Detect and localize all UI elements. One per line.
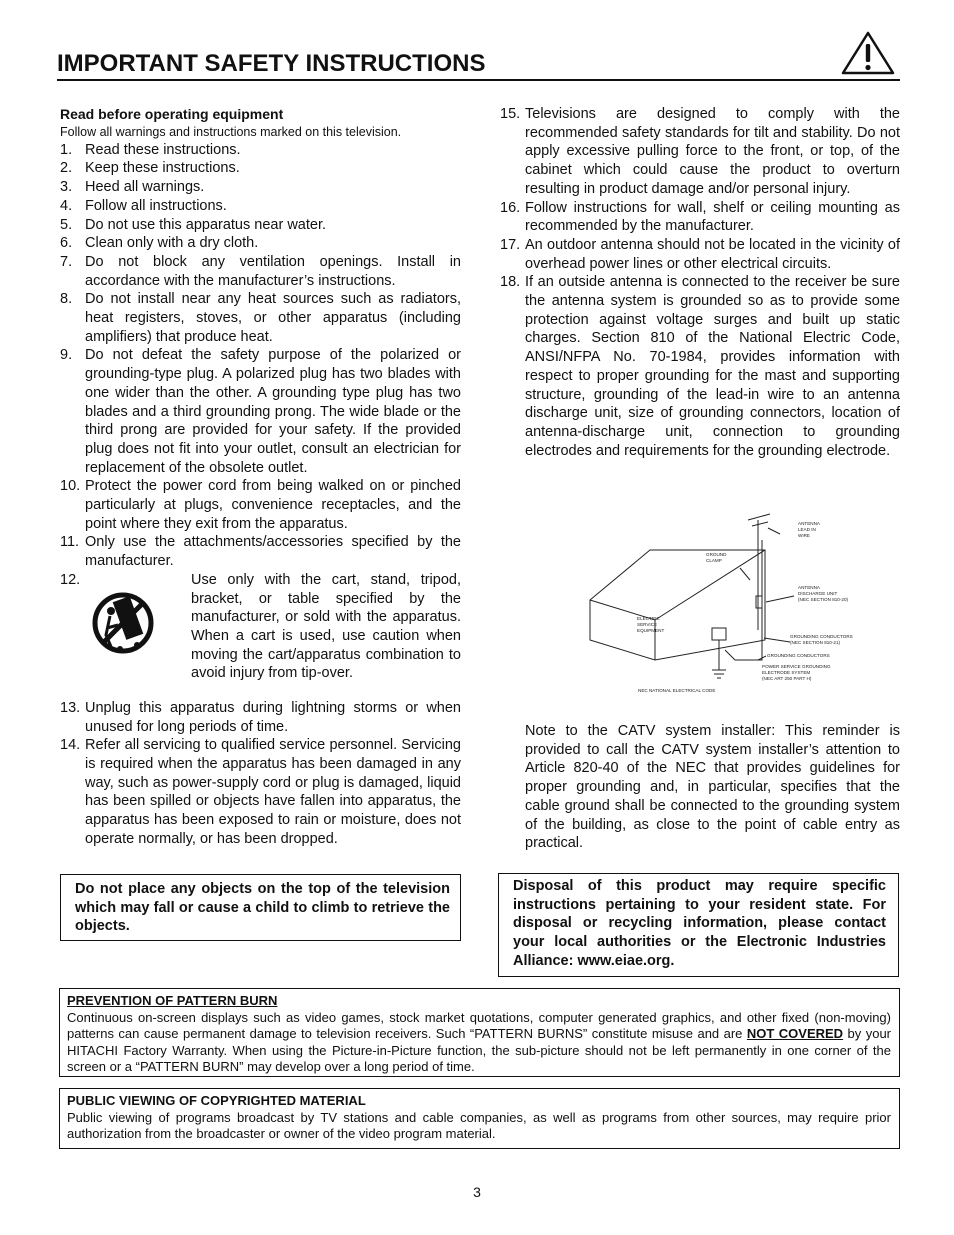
svg-text:LEAD IN: LEAD IN [798,527,816,532]
list-item-cart: 12. Use only with the cart, stand, tripod, bracket, or table specified by the manufacturer, or sold with the apparatus. When a cart is used, use caution when moving the cart/apparatus combination to avoid injury from tip-over. [60,571,461,682]
cart-tip-over-warning-icon [92,583,154,669]
label-discharge-unit: ANTENNA [798,585,820,590]
not-covered-emphasis: NOT COVERED [746,1026,844,1042]
list-item: 13. Unplug this apparatus during lightning storms or when unused for long periods of time. [60,699,461,735]
objects-warning-box: Do not place any objects on the top of the television which may fall or cause a child to climb to retrieve the objects. [60,874,461,941]
list-item: 15. Televisions are designed to comply with the recommended safety standards for tilt and stability. Do not apply excessive pulling force to the front, or top, of the cabinet which could cause the product to overturn resulting in product damage and/or personal injury. [500,106,900,197]
list-item: 10. Protect the power cord from being walked on or pinched particularly at plugs, convenience receptacles, and the point where they exit from the apparatus. [60,478,461,532]
page-title: IMPORTANT SAFETY INSTRUCTIONS [57,50,486,77]
svg-text:(NEC SECTION 810-21): (NEC SECTION 810-21) [790,640,841,645]
svg-text:CLAMP: CLAMP [706,558,722,563]
list-item: 2. Keep these instructions. [60,160,240,177]
copyright-text: Public viewing of programs broadcast by TV stations and cable companies, as well as programs from other sources, may require prior authorization from the broadcaster or owner of the video program material. [67,1109,891,1142]
svg-text:(NEC SECTION 810-20): (NEC SECTION 810-20) [798,597,849,602]
copyright-box [59,1088,900,1149]
svg-text:ELECTRODE SYSTEM: ELECTRODE SYSTEM [762,670,811,675]
svg-text:WIRE: WIRE [798,533,810,538]
list-item: 14. Refer all servicing to qualified service personnel. Servicing is required when the apparatus has been damaged in any way, such as power-supply cord or plug is damaged, liquid has been spilled or objects have fallen into apparatus, the apparatus has been exposed to rain or moisture, does not operate normally, or has been dropped. [60,737,461,847]
list-item: 3. Heed all warnings. [60,179,205,196]
pattern-burn-box [59,988,900,1077]
svg-text:DISCHARGE UNIT: DISCHARGE UNIT [798,591,838,596]
label-power-service: POWER SERVICE GROUNDING [762,664,831,669]
list-item: 5. Do not use this apparatus near water. [60,216,327,233]
list-item: 7. Do not block any ventilation openings. Install in accordance with the manufacturer’s instructions. [60,253,461,289]
list-item: 16. Follow instructions for wall, shelf or ceiling mounting as recommended by the manufacturer. [500,199,900,235]
list-item: 17. An outdoor antenna should not be located in the vicinity of overhead power lines or other electrical circuits. [500,236,900,272]
catv-installer-note: Note to the CATV system installer: This reminder is provided to call the CATV system installer’s attention to Article 820-40 of the NEC that provides guidelines for proper grounding and, in particular, specifies that the cable ground shall be connected to the grounding system of the building, as close to the point of cable entry as practical. [525,723,900,852]
label-nec-code: NEC NATIONAL ELECTRICAL CODE [638,688,716,693]
warning-triangle-icon [840,30,896,76]
list-item: 4. Follow all instructions. [60,197,227,214]
pattern-burn-heading: PREVENTION OF PATTERN BURN [67,993,278,1008]
copyright-heading: PUBLIC VIEWING OF COPYRIGHTED MATERIAL [67,1093,366,1108]
read-before-heading: Read before operating equipment [60,106,284,122]
title-rule [57,79,900,81]
antenna-grounding-diagram [580,510,880,700]
label-electric-service: ELECTRIC [637,616,660,621]
read-before-subheading: Follow all warnings and instructions marked on this television. [60,124,402,139]
label-grounding-conductors-1: GROUNDING CONDUCTORS [790,634,853,639]
list-item: 1. Read these instructions. [60,141,241,158]
list-item: 9. Do not defeat the safety purpose of the polarized or grounding-type plug. A polarized plug has two blades with one wider than the other. A grounding type plug has two blades and a third grounding prong. The wide blade or the third prong are provided for your safety. If the provided plug does not fit into your outlet, consult an electrician for replacement of the obsolete outlet. [60,347,461,476]
list-item: 18. If an outside antenna is connected to the receiver be sure the antenna system is grounded so as to provide some protection against voltage surges and built up static charges. Section 810 of the National Electric Code, ANSI/NFPA No. 70-1984, provides information with respect to proper grounding for the mast and supporting structure, grounding of the lead-in wire to an antenna discharge unit, size of grounding connectors, location of antenna-discharge unit, connection to grounding electrodes and requirements for the grounding electrode. [500,274,900,459]
list-item: 8. Do not install near any heat sources such as radiators, heat registers, stoves, or other apparatus (including amplifiers) that produce heat. [60,291,461,345]
label-ground-clamp: GROUND [706,552,727,557]
disposal-notice-box: Disposal of this product may require specific instructions pertaining to your resident state. For disposal or recycling information, please contact your local authorities or the Electronic Industries Alliance: www.eiae.org. [498,873,899,977]
instruction-list-continued [500,105,900,460]
svg-text:EQUIPMENT: EQUIPMENT [637,628,665,633]
right-column [500,105,900,460]
label-antenna-lead-in: ANTENNA [798,521,820,526]
instruction-list [60,141,461,849]
label-grounding-conductors-2: GROUNDING CONDUCTORS [767,653,830,658]
left-column [60,105,461,849]
svg-text:SERVICE: SERVICE [637,622,658,627]
list-item: 6. Clean only with a dry cloth. [60,235,259,252]
pattern-burn-text: Continuous on-screen displays such as video games, stock market quotations, computer generated graphics, and other fixed (non-moving) patterns can cause permanent damage to television receivers. Such “PATTERN BURNS” constitute misuse and are NOT COVERED by your HITACHI Factory Warranty. When using the Picture-in-Picture function, the sub-picture should not be left permanently in one corner of the screen or a “PATTERN BURN” may develop over a long period of time. [67,1009,892,1075]
page-number: 3 [473,1184,481,1200]
svg-text:(NEC ART 250 PART H): (NEC ART 250 PART H) [762,676,812,681]
list-item: 11. Only use the attachments/accessories specified by the manufacturer. [60,534,461,570]
